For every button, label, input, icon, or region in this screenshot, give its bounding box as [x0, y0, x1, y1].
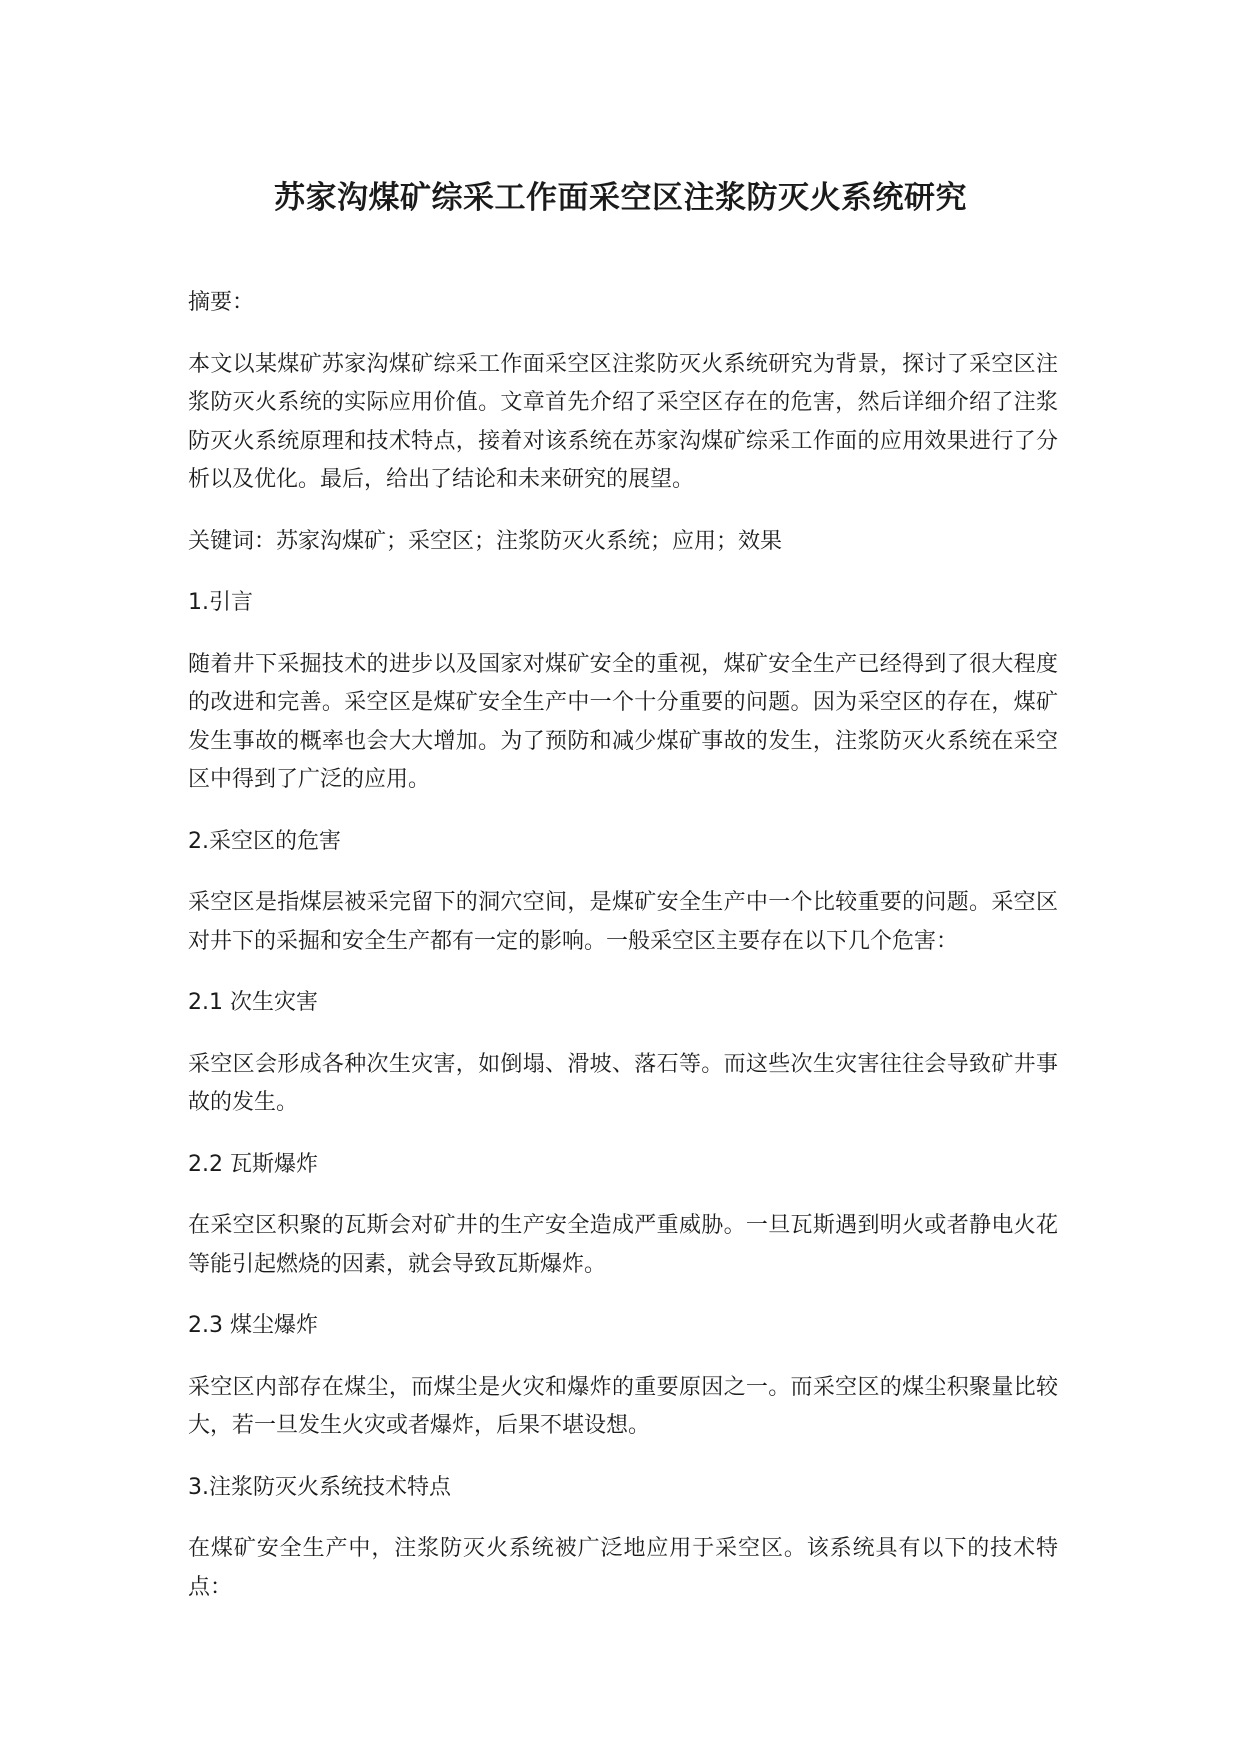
abstract-label: 摘要：: [188, 290, 255, 315]
section-text-grouting-system: 在煤矿安全生产中，注浆防灭火系统被广泛地应用于采空区。该系统具有以下的技术特点：: [188, 1536, 1058, 1600]
section-text-secondary-disasters: 采空区会形成各种次生灾害，如倒塌、滑坡、落石等。而这些次生灾害往往会导致矿井事故的发生。: [188, 1051, 1058, 1115]
section-heading-secondary-disasters: 2.1 次生灾害: [188, 990, 318, 1015]
section-text-introduction: 随着井下采掘技术的进步以及国家对煤矿安全的重视，煤矿安全生产已经得到了很大程度的改进和完善。采空区是煤矿安全生产中一个十分重要的问题。因为采空区的存在，煤矿发生事故的概率也会大大增加。为了预防和减少煤矿事故的发生，注浆防灭火系统在采空区中得到了广泛的应用。: [188, 651, 1058, 792]
document-body: [188, 284, 1058, 1630]
section-heading-gas-explosion: 2.2 瓦斯爆炸: [188, 1151, 318, 1177]
section-text-gas-explosion: 在采空区积聚的瓦斯会对矿井的生产安全造成严重威胁。一旦瓦斯遇到明火或者静电火花等能引起燃烧的因素，就会导致瓦斯爆炸。: [188, 1213, 1058, 1277]
document-title: 苏家沟煤矿综采工作面采空区注浆防灭火系统研究: [274, 180, 967, 216]
section-text-goaf-hazards: 采空区是指煤层被采完留下的洞穴空间，是煤矿安全生产中一个比较重要的问题。采空区对井下的采掘和安全生产都有一定的影响。一般采空区主要存在以下几个危害：: [188, 890, 1058, 954]
section-heading-grouting-system: 3.注浆防灭火系统技术特点: [188, 1474, 451, 1500]
section-heading-goaf-hazards: 2.采空区的危害: [188, 828, 341, 854]
keywords-line: 关键词：苏家沟煤矿；采空区；注浆防灭火系统；应用；效果: [188, 528, 783, 554]
abstract-text: 本文以某煤矿苏家沟煤矿综采工作面采空区注浆防灭火系统研究为背景，探讨了采空区注浆防灭火系统的实际应用价值。文章首先介绍了采空区存在的危害，然后详细介绍了注浆防灭火系统原理和技术特点，接着对该系统在苏家沟煤矿综采工作面的应用效果进行了分析以及优化。最后，给出了结论和未来研究的展望。: [188, 351, 1058, 492]
section-text-coal-dust-explosion: 采空区内部存在煤尘，而煤尘是火灾和爆炸的重要原因之一。而采空区的煤尘积聚量比较大，若一旦发生火灾或者爆炸，后果不堪设想。: [188, 1374, 1058, 1438]
section-heading-introduction: 1.引言: [188, 590, 253, 615]
section-heading-coal-dust-explosion: 2.3 煤尘爆炸: [188, 1313, 318, 1338]
